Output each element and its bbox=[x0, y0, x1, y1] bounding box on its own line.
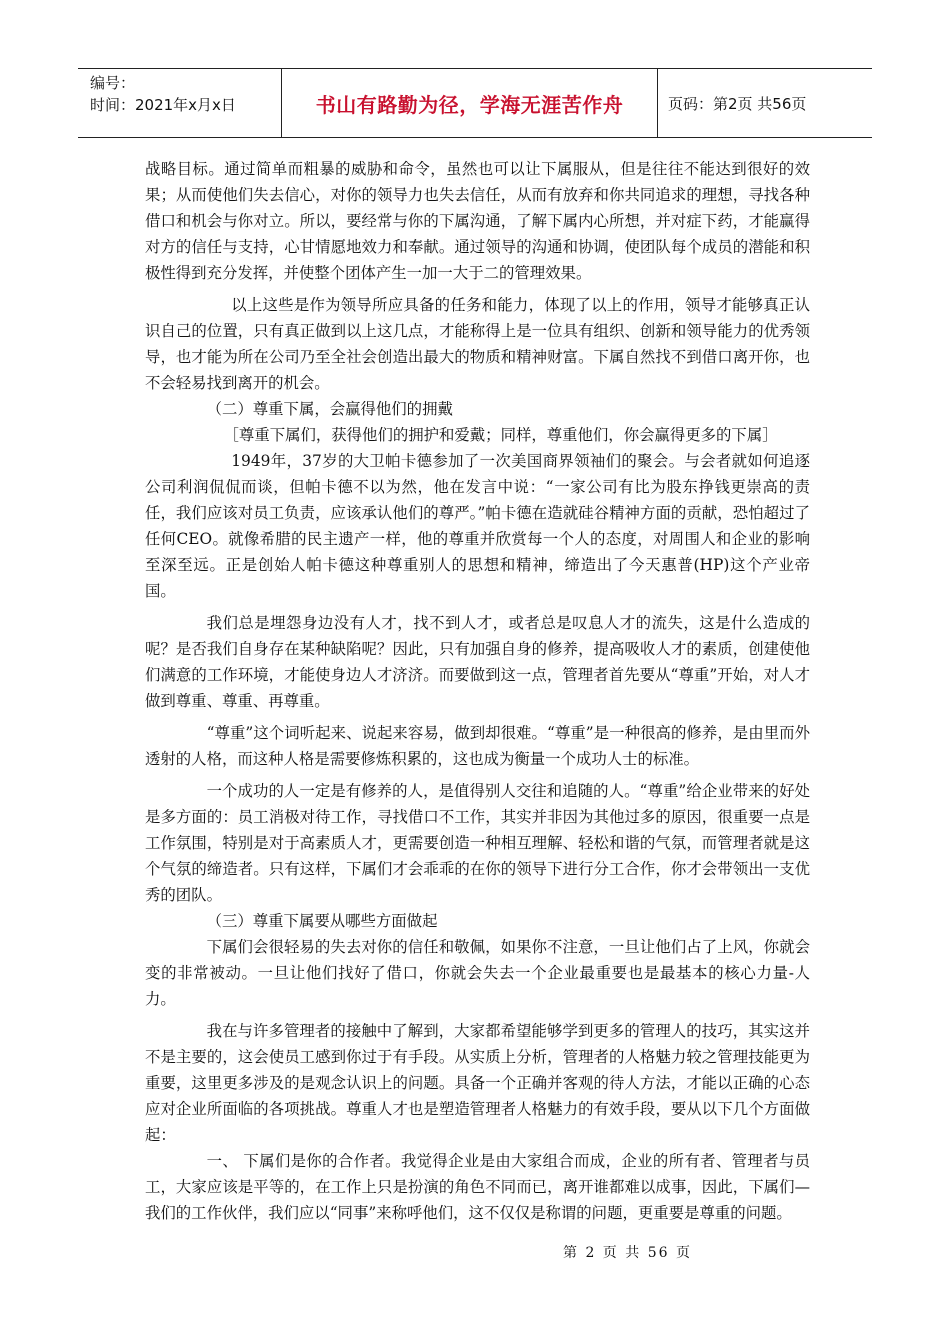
header-motto: 书山有路勤为径，学海无涯苦作舟 bbox=[282, 69, 658, 137]
paragraph: 下属们会很轻易的失去对你的信任和敬佩，如果你不注意，一旦让他们占了上风，你就会变的非常被动。一旦让他们找好了借口，你就会失去一个企业最重要也是最基本的核心力量-人力。 bbox=[145, 938, 810, 1008]
paragraph: 战略目标。通过简单而粗暴的威胁和命令，虽然也可以让下属服从，但是往往不能达到很好的效果；从而使他们失去信心，对你的领导力也失去信任，从而有放弃和你共同追求的理想，寻找各种借口和机会与你对立。所以，要经常与你的下属沟通，了解下属内心所想，并对症下药，才能赢得对方的信任与支持，心甘情愿地效力和奉献。通过领导的沟通和协调，使团队每个成员的潜能和积极性得到充分发挥，并使整个团体产生一加一大于二的管理效果。 bbox=[145, 160, 810, 282]
paragraph: 我在与许多管理者的接触中了解到，大家都希望能够学到更多的管理人的技巧，其实这并不是主要的，这会使员工感到你过于有手段。从实质上分析，管理者的人格魅力较之管理技能更为重要，这里更多涉及的是观念认识上的问题。具备一个正确并客观的待人方法，才能以正确的心态应对企业所面临的各项挑战。尊重人才也是塑造管理者人格魅力的有效手段，要从以下几个方面做起： bbox=[145, 1022, 810, 1144]
document-number-label: 编号： bbox=[90, 74, 136, 92]
section-subheading: ［尊重下属们，获得他们的拥护和爱戴；同样，尊重他们，你会赢得更多的下属］ bbox=[223, 426, 778, 444]
page-header bbox=[78, 68, 872, 138]
paragraph: 一个成功的人一定是有修养的人，是值得别人交往和追随的人。“尊重”给企业带来的好处是多方面的：员工消极对待工作，寻找借口不工作，其实并非因为其他过多的原因，很重要一点是工作氛围，特别是对于高素质人才，更需要创造一种相互理解、轻松和谐的气氛，而管理者就是这个气氛的缔造者。只有这样，下属们才会乖乖的在你的领导下进行分工合作，你才会带领出一支优秀的团队。 bbox=[145, 782, 810, 904]
paragraph: 我们总是埋怨身边没有人才，找不到人才，或者总是叹息人才的流失，这是什么造成的呢？是否我们自身存在某种缺陷呢？因此，只有加强自身的修养，提高吸收人才的素质，创建使他们满意的工作环境，才能使身边人才济济。而要做到这一点，管理者首先要从“尊重”开始，对人才做到尊重、尊重、再尊重。 bbox=[145, 614, 810, 710]
paragraph: 以上这些是作为领导所应具备的任务和能力，体现了以上的作用，领导才能够真正认识自己的位置，只有真正做到以上这几点，才能称得上是一位具有组织、创新和领导能力的优秀领导，也才能为所在公司乃至全社会创造出最大的物质和精神财富。下属自然找不到借口离开你，也不会轻易找到离开的机会。 bbox=[145, 296, 810, 392]
paragraph: 1949年，37岁的大卫帕卡德参加了一次美国商界领袖们的聚会。与会者就如何追逐公司利润侃侃而谈，但帕卡德不以为然，他在发言中说：“一家公司有比为股东挣钱更崇高的责任，我们应该对员工负责，应该承认他们的尊严。”帕卡德在造就硅谷精神方面的贡献，恐怕超过了任何CEO。就像希腊的民主遗产一样，他的尊重并欣赏每一个人的态度，对周围人和企业的影响至深至远。正是创始人帕卡德这种尊重别人的思想和精神，缔造出了今天惠普(HP)这个产业帝国。 bbox=[145, 452, 810, 600]
header-page-info: 页码：第2页 共56页 bbox=[668, 94, 807, 113]
footer-page-number: 第 2 页 共 56 页 bbox=[563, 1245, 692, 1261]
list-item: 一、 下属们是你的合作者。我觉得企业是由大家组合而成，企业的所有者、管理者与员工，大家应该是平等的，在工作上只是扮演的角色不同而已，离开谁都难以成事，因此，下属们—我们的工作伙伴，我们应以“同事”来称呼他们，这不仅仅是称谓的问题，更重要是尊重的问题。 bbox=[145, 1152, 810, 1222]
paragraph: “尊重”这个词听起来、说起来容易，做到却很难。“尊重”是一种很高的修养，是由里而外透射的人格，而这种人格是需要修炼积累的，这也成为衡量一个成功人士的标准。 bbox=[145, 724, 810, 768]
header-left-cell bbox=[78, 69, 282, 137]
document-body bbox=[145, 156, 810, 1226]
document-date-label: 时间：2021年x月x日 bbox=[90, 96, 236, 114]
section-heading: （二）尊重下属，会赢得他们的拥戴 bbox=[206, 400, 453, 418]
section-heading: （三）尊重下属要从哪些方面做起 bbox=[206, 912, 438, 930]
